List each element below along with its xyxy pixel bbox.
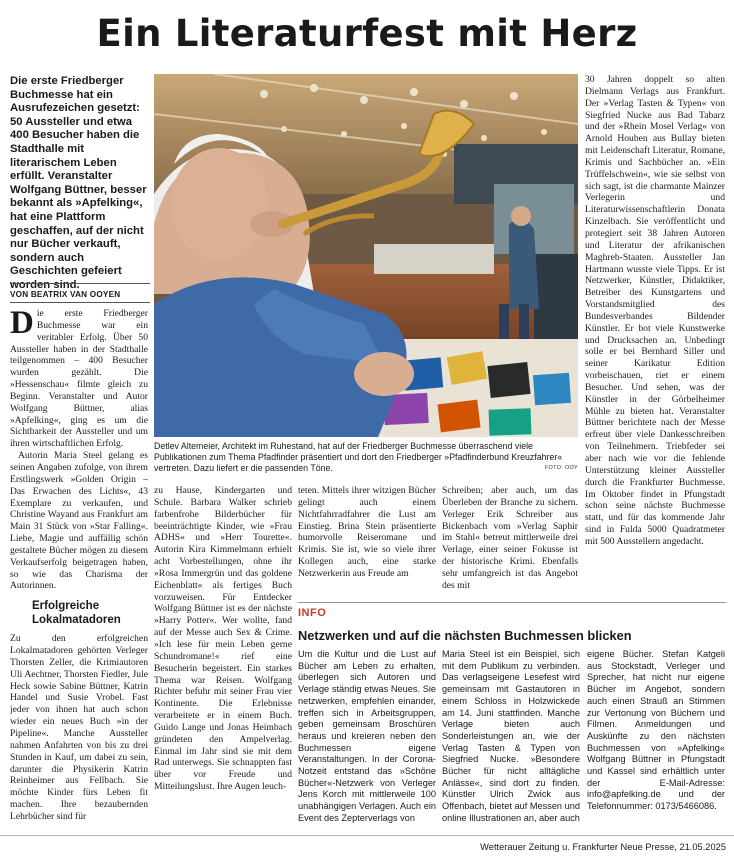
info-headline: Netzwerken und auf die nächsten Buchmessen blicken: [298, 628, 632, 643]
paragraph: 30 Jahren doppelt so alten Dielmann Verlags aus Frankfurt. Der »Verlag Tasten & Typen« von Siegfried Nucke aus Bad Tabarz und der »Rhein Mosel Verlag« von Arnold Houben aus Bullay bieten mit Leidenschaft Literatur, Romane, Krimis und Sachbücher an. »Ein Trüffelschwein«, wie sie selbst von sich sagt, ist die charmante Mainzer Verlegerin und Literaturwissenschaftlerin Donata Kinzelbach. Sie veröffentlicht und protegiert seit 38 Jahren Autoren und Literatur der afrikanischen Maghreb-Staaten. Aussteller Jan Hartmann wusste viele Tipps. Er ist Netzwerker, Künstler, Didaktiker, Betreiber des Kunstgartens und Vorstandsmitglied des Bundesverbandes Bildender Künstler. Er bot viele Kunstwerke und Drucksachen an. Unbedingt solle er bei Bernhard Siller und seiner Karikatur Edition vorbeischauen, riet er einem Besucher. Und sehen, was der Künstler in der Görbelheimer Mühle zu bieten hat. Veranstalter Büttner berichtete nach der Messe erfreut über viele Dankesschreiben von Teilnehmern. Triebfeder sei aber nach wie vor die fehlende Unterstützung kleiner Aussteller durch die Frankfurter Buchmesse. Im Oktober findet in Pfungstadt schon seine nächste Buchmesse statt, und für das kommende Jahr sind in Fulda 5000 Quadratmeter mit 500 Ausstellern angedacht.: [585, 74, 725, 547]
paragraph: Maria Steel ist ein Beispiel, sich mit dem Publikum zu verbinden. Das verlagseigene Lesefest wird gemeinsam mit Gastautoren in einem Schloss in Holzwickede am 14. Juni stattfinden. Manche Verlage bieten auch Sonderleistungen an, wie der Verlag Tasten & Typen von Siegfried Nucke. »Besondere Bücher für nicht alltägliche Anlässe«, sind dort zu finden. Künstler Ulrich Zwick aus Offenbach, bietet auf Messen und online Illustrationen an, aber auch: [442, 649, 580, 823]
source-footer: Wetterauer Zeitung u. Frankfurter Neue Presse, 21.05.2025: [480, 842, 726, 852]
info-column-2: [442, 649, 580, 831]
paragraph: Zu den erfolgreichen Lokalmatadoren gehörten Verleger Thorsten Zeller, die Krimiautoren Uli Aechtner, Thorsten Fiedler, Jule Heck sowie Sabine Büttner, Katrin Handel und Susie Vrobel. Fast jeder von ihnen hat auch schon wieder ein neues Buch »in der Pipeline«. Manche Aussteller nahmen Anfahrten von bis zu drei Stunden in Kauf, um dabei zu sein, darunter die Physikerin Katrin Reinheimer aus Fellbach. Sie möchte Kinder fürs Leben fit machen. Ihre bezaubernden Lehrbücher sind für: [10, 633, 148, 822]
paragraph: ie erste Friedberger Buchmesse war ein veritabler Erfolg. Über 50 Aussteller haben in der Stadthalle teilgenommen – 400 Besucher wurden gezählt. Die »Hessenschau« filmte gleich zu Beginn. Veranstalter und Autor Wolfgang Büttner, alias »Apfelking«, ging es um die Sichtbarkeit der Aussteller und um ihren wirtschaftlichen Erfolg.: [10, 308, 148, 450]
article-photo: [154, 74, 578, 437]
paragraph: Schreiben; aber auch, um das Überleben der Branche zu sichern. Verleger Erik Schreiber aus Bickenbach vom »Verlag Saphir im Stahl« betreut mittlerweile drei Verlage, einer seiner Fokusse ist der historische Krimi. Ebenfalls sehr umfangreich ist das Angebot des mit: [442, 485, 578, 591]
divider: [10, 302, 150, 303]
photo-image: [154, 74, 578, 437]
article-column-2: [154, 485, 292, 830]
article-column-4: [442, 485, 578, 595]
article-column-1: [10, 308, 148, 828]
photo-credit: FOTO: OOY: [544, 465, 578, 471]
paragraph: Autorin Maria Steel gelang es seinen Angaben zufolge, von ihrem Erstlingswerk »Golden Origin – Das Erwachen des Lichts«, 43 Exemplare zu verkaufen, und Christine Wayand aus Frankfurt am Main 31 Stück von »Star Falling«. Liebe, Magie und auffällig schön gestaltete Bücher mögen zu diesem Verkaufserfolg beigetragen haben, so wie das Charisma der Autorinnen.: [10, 450, 148, 592]
info-column-3: [587, 649, 725, 831]
drop-cap: D: [10, 308, 34, 341]
photo-caption: [154, 441, 578, 474]
article-column-5: [585, 74, 725, 594]
byline: VON BEATRIX VAN OOYEN: [10, 290, 121, 299]
paragraph: eigene Bücher. Stefan Katgeli aus Stockstadt, Verleger und Sprecher, hat nicht nur eigene Bücher im Angebot, sondern auch einen Strauß an Stimmen zur Vertonung von Büchern und Filmen. Anmeldungen und Auskünfte zu den nächsten Buchmessen von »Apfelking« Wolfgang Büttner in Pfungstadt und Kassel sind erhältlich unter der E-Mail-Adresse: info@apfelking.de und der Telefonnummer: 0173/5466086.: [587, 649, 725, 812]
info-label: INFO: [298, 607, 327, 619]
divider: [10, 283, 150, 284]
paragraph: teten. Mittels ihrer witzigen Bücher gelingt auch einem Nichtfahrradfahrer die Lust am Einstieg. Brina Stein präsentierte humorvolle Reiseromane und Krimis. Sie ist, wie so viele ihrer Kollegen auch, eine starke Netzwerkerin aus Freude am: [298, 485, 436, 579]
divider: [298, 602, 726, 603]
lead-paragraph: Die erste Friedberger Buchmesse hat ein Ausrufezeichen gesetzt: 50 Aussteller und etwa 400 Besucher haben die Stadthalle mit literarischem Leben erfüllt. Veranstalter Wolfgang Büttner, besser bekannt als »Apfelking«, hat eine Plattform geschaffen, auf der nicht nur Bücher verkauft, sondern auch Geschichten gefeiert worden sind.: [10, 75, 147, 291]
info-column-1: [298, 649, 436, 831]
subheading: Erfolgreiche Lokalmatadoren: [32, 600, 121, 626]
paragraph: zu Hause, Kindergarten und Schule. Barbara Walker schrieb farbenfrohe Bilderbücher für beeinträchtigte Kinder, wie »Frau ADHS« und »Herr Tourette«. Autorin Kira Kimmelmann erhielt acht Vorbestellungen, ohne ihr »Rosa Immergrün und das goldene Eichenblatt« als fertiges Buch vorzuweisen. Für Entdecker Wolfgang Büttner ist es der nächste »Harry Potter«. Wer wollte, fand auf der Messe auch Sex & Crime. »Ich lese für mein Leben gerne Schundromane!« rief eine Besucherin begeistert. Ein starkes Thema war Reisen. Wolfgang Richter befuhr mit seiner Frau vier Kontinente. Die Erlebnisse verarbeitete er in einem Buch. Guido Lange und Jonas Heimbach gründeten den Ampelverlag. Einmal im Jahr sind sie mit dem Rad unterwegs. Sie schnappten fast über vor Freude und Mitteilungslust. Ihre Augen leuch-: [154, 485, 292, 793]
headline: Ein Literaturfest mit Herz: [96, 12, 638, 55]
paragraph: Um die Kultur und die Lust auf Bücher am Leben zu erhalten, überlegen sich Autoren und Verlage ständig etwas Neues. Sie netzwerken, empfehlen einander, treffen sich in Arbeitsgruppen, geben gemeinsam Broschüren heraus und kreieren neben den Buchmessen eigene Veranstaltungen. In der Corona-Notzeit entstand das »Schöne Bücher«-Netzwerk von Verleger Jens Korch mit mittlerweile 100 unabhängigen Verlagen. Auch ein Event des Zepterverlags von: [298, 649, 436, 823]
caption-text: Detlev Altemeier, Architekt im Ruhestand, hat auf der Friedberger Buchmesse überraschend viele Publikationen zum Thema Pfadfinder präsentiert und dort den Friedberger »Pfadfinderbund Kreuzfahrer« vertreten. Dazu liefert er die passenden Töne.: [154, 441, 563, 473]
divider: [0, 835, 734, 836]
article-column-3: [298, 485, 436, 595]
